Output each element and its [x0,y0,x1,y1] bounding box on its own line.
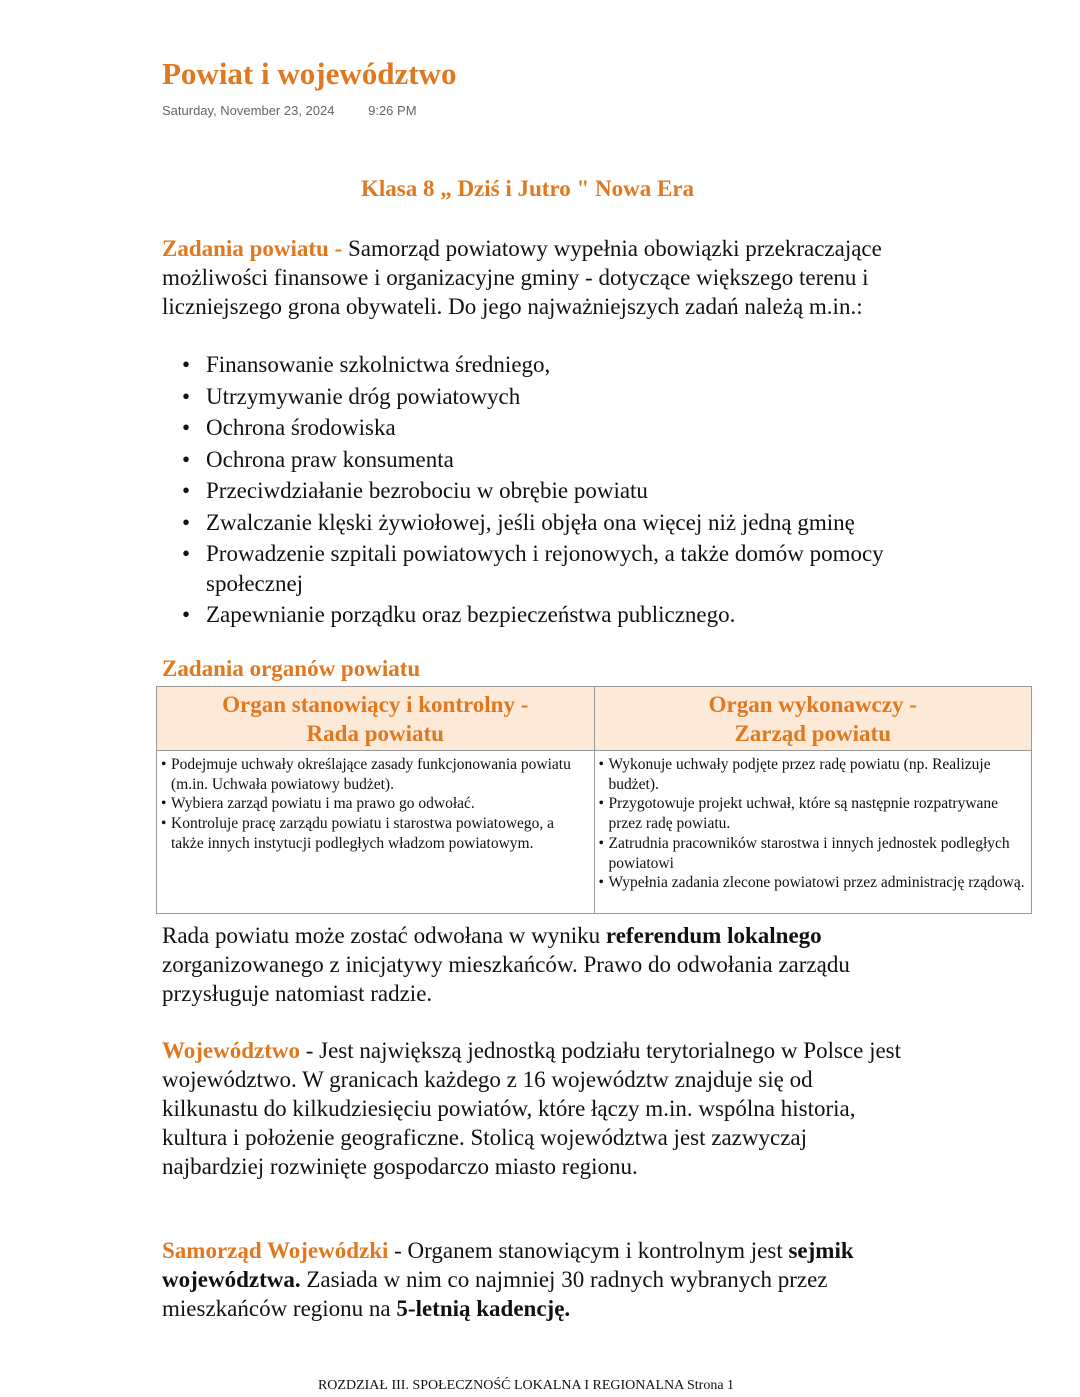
text-run: - Jest największą jednostką podziału terytorialnego w Polsce jest województwo. W granicach każdego z 16 województw znajduje się od kilkunastu do kilkudziesięciu powiatów, które łączy m.in. wspólna historia, kultura i położenie geograficzne. Stolicą województwa jest zazwyczaj najbardziej rozwinięte gospodarczo miasto regionu. [162,1038,902,1179]
list-item: • Kontroluje pracę zarządu powiatu i starostwa powiatowego, a także innych instytucji podległych władzom powiatowym. [161,814,590,853]
text-run: - Organem stanowiącym i kontrolnym jest [388,1238,789,1263]
list-item: • Wykonuje uchwały podjęte przez radę powiatu (np. Realizuje budżet). [599,755,1028,794]
text-run-bold: sejmik województwa. [162,1238,854,1292]
board-tasks-cell [594,751,1032,914]
list-item: • Przygotowuje projekt uchwał, które są następnie rozpatrywane przez radę powiatu. [599,794,1028,833]
subtitle: Klasa 8 „ Dziś i Jutro " Nowa Era [360,176,695,201]
self-government-label: Samorząd Wojewódzki [162,1238,389,1263]
list-item: • Zatrudnia pracowników starostwa i innych jednostek podległych powiatowi [599,834,1028,873]
recall-paragraph [162,921,902,1008]
table-header-row [157,687,1032,751]
organs-table [156,686,1032,914]
organs-heading: Zadania organów powiatu [162,656,421,681]
list-item: • Utrzymywanie dróg powiatowych [206,382,946,412]
table-header-board [594,687,1032,751]
text-run: zorganizowanego z inicjatywy mieszkańców. Prawo do odwołania zarządu przysługuje natomiast radzie. [162,952,850,1006]
text-run-bold: 5-letnią kadencję. [396,1296,571,1321]
list-item: • Podejmuje uchwały określające zasady funkcjonowania powiatu (m.in. Uchwała powiatowy budżet). [161,755,590,794]
text-run-bold: referendum lokalnego [605,923,822,948]
note-date: Saturday, November 23, 2024 [162,103,335,118]
page-title: Powiat i województwo [162,56,457,91]
tasks-list [162,350,946,632]
note-time: 9:26 PM [368,103,417,118]
list-item: • Finansowanie szkolnictwa średniego, [206,350,946,380]
tasks-intro: Samorząd powiatowy wypełnia obowiązki przekraczające możliwości finansowe i organizacyjne gminy - dotyczące większego terenu i liczniejszego grona obywateli. Do jego najważniejszych zadań należą m.in.: [162,236,882,319]
tasks-intro-paragraph [162,234,902,321]
voivodeship-paragraph [162,1036,902,1181]
note-timestamp [162,103,417,118]
voivodeship-label: Województwo [162,1038,300,1063]
list-item: • Zwalczanie klęski żywiołowej, jeśli objęła ona więcej niż jedną gminę [206,508,946,538]
table-row [157,751,1032,914]
list-item: • Zapewnianie porządku oraz bezpieczeństwa publicznego. [206,600,946,630]
tasks-label: Zadania powiatu - [162,236,343,261]
list-item: • Ochrona środowiska [206,413,946,443]
list-item: • Ochrona praw konsumenta [206,445,946,475]
page-footer: ROZDZIAŁ III. SPOŁECZNOŚĆ LOKALNA I REGIONALNA Strona 1 [317,1378,735,1393]
list-item: • Przeciwdziałanie bezrobociu w obrębie powiatu [206,476,946,506]
header-line: Organ stanowiący i kontrolny - [222,692,529,717]
header-line: Rada powiatu [306,721,444,746]
list-item: • Prowadzenie szpitali powiatowych i rejonowych, a także domów pomocy społecznej [206,539,946,598]
self-government-paragraph [162,1236,902,1323]
table-header-council [157,687,595,751]
text-run: Zasiada w nim co najmniej 30 radnych wybranych przez mieszkańców regionu na [162,1267,828,1321]
header-line: Organ wykonawczy - [708,692,917,717]
list-item: • Wybiera zarząd powiatu i ma prawo go odwołać. [161,794,590,814]
list-item: • Wypełnia zadania zlecone powiatowi przez administrację rządową. [599,873,1028,893]
council-tasks-cell [157,751,595,914]
text-run: Rada powiatu może zostać odwołana w wyniku [162,923,606,948]
header-line: Zarząd powiatu [734,721,892,746]
